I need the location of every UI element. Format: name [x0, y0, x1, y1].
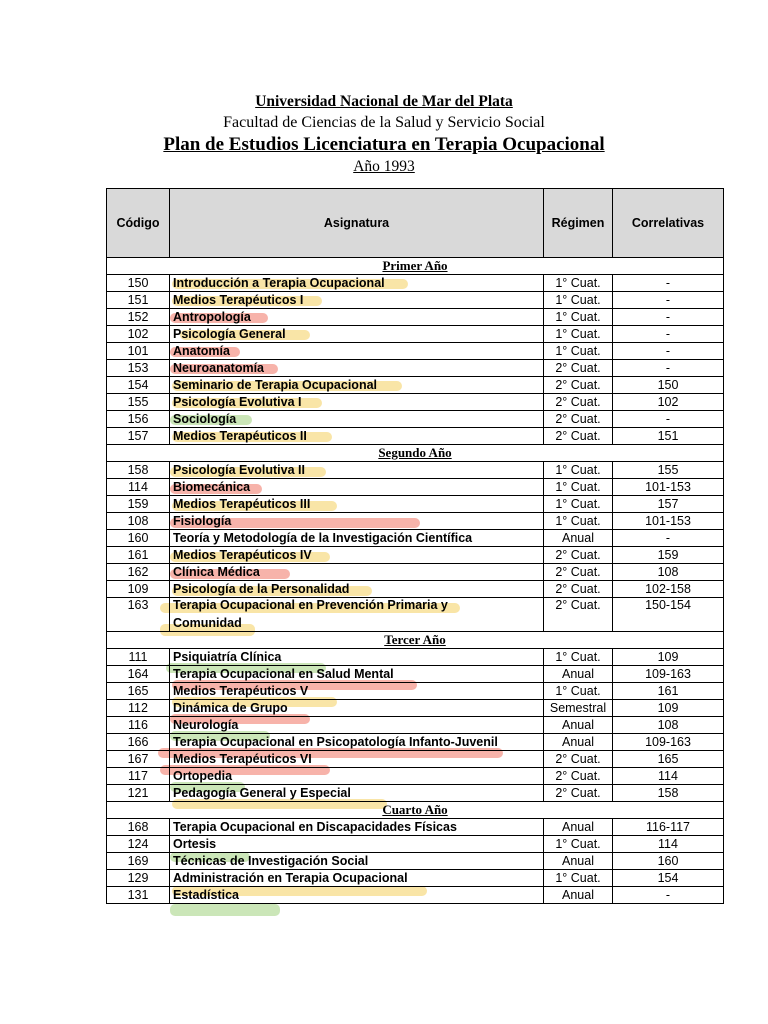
course-code: 108	[107, 513, 170, 530]
course-subject: Sociología	[170, 411, 544, 428]
course-subject: Pedagogía General y Especial	[170, 785, 544, 802]
course-code: 114	[107, 479, 170, 496]
course-subject: Terapia Ocupacional en Salud Mental	[170, 666, 544, 683]
course-subject: Ortopedia	[170, 768, 544, 785]
column-header-code: Código	[107, 189, 170, 258]
course-prereq: 109-163	[613, 666, 724, 683]
course-code: 111	[107, 649, 170, 666]
table-row	[107, 598, 724, 632]
course-regime: 1° Cuat.	[544, 513, 613, 530]
course-prereq: 150	[613, 377, 724, 394]
course-subject: Neurología	[170, 717, 544, 734]
section-title	[107, 445, 724, 462]
course-subject: Anatomía	[170, 343, 544, 360]
course-subject: Psicología General	[170, 326, 544, 343]
course-prereq: 102	[613, 394, 724, 411]
course-regime: Anual	[544, 853, 613, 870]
course-subject: Medios Terapéuticos V	[170, 683, 544, 700]
course-prereq: -	[613, 530, 724, 547]
table-row	[107, 751, 724, 768]
section-title	[107, 632, 724, 649]
section-title-text: Cuarto Año	[382, 802, 448, 817]
course-code: 162	[107, 564, 170, 581]
section-row	[107, 632, 724, 649]
table-row	[107, 717, 724, 734]
course-prereq: -	[613, 411, 724, 428]
course-code: 154	[107, 377, 170, 394]
table-row	[107, 768, 724, 785]
course-prereq: 109	[613, 700, 724, 717]
course-subject: Terapia Ocupacional en Psicopatología Infanto-Juvenil	[170, 734, 544, 751]
course-code: 165	[107, 683, 170, 700]
table-row	[107, 734, 724, 751]
section-row	[107, 445, 724, 462]
course-code: 169	[107, 853, 170, 870]
curriculum-table	[106, 188, 724, 904]
course-code: 157	[107, 428, 170, 445]
university-title: Universidad Nacional de Mar del Plata	[255, 93, 513, 110]
course-code: 159	[107, 496, 170, 513]
section-title	[107, 258, 724, 275]
course-code: 156	[107, 411, 170, 428]
course-subject: Medios Terapéuticos IV	[170, 547, 544, 564]
course-subject: Estadística	[170, 887, 544, 904]
course-regime: 2° Cuat.	[544, 785, 613, 802]
highlight-stroke	[170, 904, 280, 916]
course-regime: 1° Cuat.	[544, 292, 613, 309]
course-subject: Técnicas de Investigación Social	[170, 853, 544, 870]
course-regime: Anual	[544, 734, 613, 751]
course-code: 112	[107, 700, 170, 717]
faculty-subtitle: Facultad de Ciencias de la Salud y Servicio Social	[223, 114, 545, 131]
course-code: 166	[107, 734, 170, 751]
table-row	[107, 479, 724, 496]
table-row	[107, 649, 724, 666]
course-code: 158	[107, 462, 170, 479]
course-code: 151	[107, 292, 170, 309]
course-regime: Anual	[544, 666, 613, 683]
course-prereq: 151	[613, 428, 724, 445]
course-code: 153	[107, 360, 170, 377]
course-regime: 1° Cuat.	[544, 836, 613, 853]
section-title-text: Segundo Año	[378, 445, 452, 460]
course-prereq: 101-153	[613, 513, 724, 530]
course-prereq: 109	[613, 649, 724, 666]
table-row	[107, 309, 724, 326]
plan-year: Año 1993	[353, 158, 415, 175]
table-row	[107, 275, 724, 292]
course-subject: Psiquiatría Clínica	[170, 649, 544, 666]
course-prereq: 150-154	[613, 598, 724, 632]
table-row	[107, 428, 724, 445]
course-subject: Fisiología	[170, 513, 544, 530]
course-regime: 2° Cuat.	[544, 564, 613, 581]
course-prereq: 101-153	[613, 479, 724, 496]
course-code: 129	[107, 870, 170, 887]
course-prereq: 157	[613, 496, 724, 513]
table-row	[107, 377, 724, 394]
course-regime: 2° Cuat.	[544, 768, 613, 785]
course-regime: 2° Cuat.	[544, 598, 613, 632]
course-code: 116	[107, 717, 170, 734]
course-regime: 1° Cuat.	[544, 309, 613, 326]
course-subject: Teoría y Metodología de la Investigación Científica	[170, 530, 544, 547]
course-code: 152	[107, 309, 170, 326]
course-prereq: 165	[613, 751, 724, 768]
course-subject-line1: Terapia Ocupacional en Prevención Primaria y	[173, 598, 448, 612]
course-regime: 1° Cuat.	[544, 326, 613, 343]
course-regime: 2° Cuat.	[544, 411, 613, 428]
table-row	[107, 411, 724, 428]
course-code: 163	[107, 598, 170, 632]
table-row	[107, 360, 724, 377]
course-regime: 1° Cuat.	[544, 462, 613, 479]
course-subject-line2: Comunidad	[173, 616, 242, 630]
course-regime: Anual	[544, 819, 613, 836]
table-header-row	[107, 189, 724, 258]
column-header-subject: Asignatura	[170, 189, 544, 258]
table-row	[107, 462, 724, 479]
course-subject: Administración en Terapia Ocupacional	[170, 870, 544, 887]
table-row	[107, 564, 724, 581]
course-prereq: 160	[613, 853, 724, 870]
table-row	[107, 496, 724, 513]
course-code: 131	[107, 887, 170, 904]
course-prereq: 109-163	[613, 734, 724, 751]
course-regime: 1° Cuat.	[544, 683, 613, 700]
table-row	[107, 530, 724, 547]
course-prereq: 158	[613, 785, 724, 802]
course-subject: Introducción a Terapia Ocupacional	[170, 275, 544, 292]
course-subject: Medios Terapéuticos III	[170, 496, 544, 513]
table-row	[107, 394, 724, 411]
course-regime: 1° Cuat.	[544, 649, 613, 666]
course-code: 124	[107, 836, 170, 853]
column-header-prereq: Correlativas	[613, 189, 724, 258]
course-prereq: -	[613, 309, 724, 326]
table-row	[107, 683, 724, 700]
plan-title: Plan de Estudios Licenciatura en Terapia Ocupacional	[163, 134, 605, 155]
table-row	[107, 547, 724, 564]
course-regime: 1° Cuat.	[544, 275, 613, 292]
course-prereq: -	[613, 360, 724, 377]
course-prereq: -	[613, 275, 724, 292]
section-row	[107, 802, 724, 819]
course-subject: Dinámica de Grupo	[170, 700, 544, 717]
column-header-regime: Régimen	[544, 189, 613, 258]
course-prereq: 108	[613, 564, 724, 581]
course-regime: 2° Cuat.	[544, 751, 613, 768]
table-row	[107, 292, 724, 309]
course-subject: Psicología Evolutiva I	[170, 394, 544, 411]
course-regime: 2° Cuat.	[544, 377, 613, 394]
course-regime: 2° Cuat.	[544, 581, 613, 598]
course-regime: 1° Cuat.	[544, 343, 613, 360]
course-subject: Biomecánica	[170, 479, 544, 496]
course-code: 121	[107, 785, 170, 802]
course-regime: 1° Cuat.	[544, 870, 613, 887]
course-code: 160	[107, 530, 170, 547]
table-row	[107, 700, 724, 717]
course-subject	[170, 598, 544, 632]
course-regime: Anual	[544, 717, 613, 734]
course-prereq: 114	[613, 768, 724, 785]
course-regime: Anual	[544, 887, 613, 904]
table-row	[107, 836, 724, 853]
course-subject: Psicología de la Personalidad	[170, 581, 544, 598]
course-regime: 2° Cuat.	[544, 428, 613, 445]
course-regime: 1° Cuat.	[544, 479, 613, 496]
course-subject: Medios Terapéuticos I	[170, 292, 544, 309]
course-prereq: 159	[613, 547, 724, 564]
course-prereq: -	[613, 887, 724, 904]
course-regime: Anual	[544, 530, 613, 547]
course-prereq: 108	[613, 717, 724, 734]
table-row	[107, 581, 724, 598]
course-prereq: 114	[613, 836, 724, 853]
course-code: 117	[107, 768, 170, 785]
course-prereq: 116-117	[613, 819, 724, 836]
course-prereq: -	[613, 326, 724, 343]
course-prereq: 155	[613, 462, 724, 479]
course-code: 161	[107, 547, 170, 564]
course-prereq: 161	[613, 683, 724, 700]
course-regime: Semestral	[544, 700, 613, 717]
course-regime: 2° Cuat.	[544, 547, 613, 564]
table-row	[107, 666, 724, 683]
course-code: 102	[107, 326, 170, 343]
section-title-text: Primer Año	[382, 258, 448, 273]
course-code: 101	[107, 343, 170, 360]
table-row	[107, 326, 724, 343]
table-row	[107, 853, 724, 870]
course-subject: Psicología Evolutiva II	[170, 462, 544, 479]
course-subject: Antropología	[170, 309, 544, 326]
course-code: 168	[107, 819, 170, 836]
course-subject: Neuroanatomía	[170, 360, 544, 377]
table-row	[107, 819, 724, 836]
course-regime: 2° Cuat.	[544, 360, 613, 377]
course-subject: Seminario de Terapia Ocupacional	[170, 377, 544, 394]
course-code: 167	[107, 751, 170, 768]
table-row	[107, 343, 724, 360]
course-code: 109	[107, 581, 170, 598]
section-title-text: Tercer Año	[384, 632, 446, 647]
section-title	[107, 802, 724, 819]
course-prereq: -	[613, 292, 724, 309]
section-row	[107, 258, 724, 275]
course-code: 150	[107, 275, 170, 292]
course-prereq: 154	[613, 870, 724, 887]
table-row	[107, 513, 724, 530]
course-subject: Ortesis	[170, 836, 544, 853]
course-prereq: 102-158	[613, 581, 724, 598]
course-subject: Clínica Médica	[170, 564, 544, 581]
course-regime: 2° Cuat.	[544, 394, 613, 411]
course-prereq: -	[613, 343, 724, 360]
course-code: 155	[107, 394, 170, 411]
table-row	[107, 785, 724, 802]
table-row	[107, 887, 724, 904]
course-subject: Medios Terapéuticos II	[170, 428, 544, 445]
table-row	[107, 870, 724, 887]
course-regime: 1° Cuat.	[544, 496, 613, 513]
course-code: 164	[107, 666, 170, 683]
course-subject: Medios Terapéuticos VI	[170, 751, 544, 768]
course-subject: Terapia Ocupacional en Discapacidades Físicas	[170, 819, 544, 836]
